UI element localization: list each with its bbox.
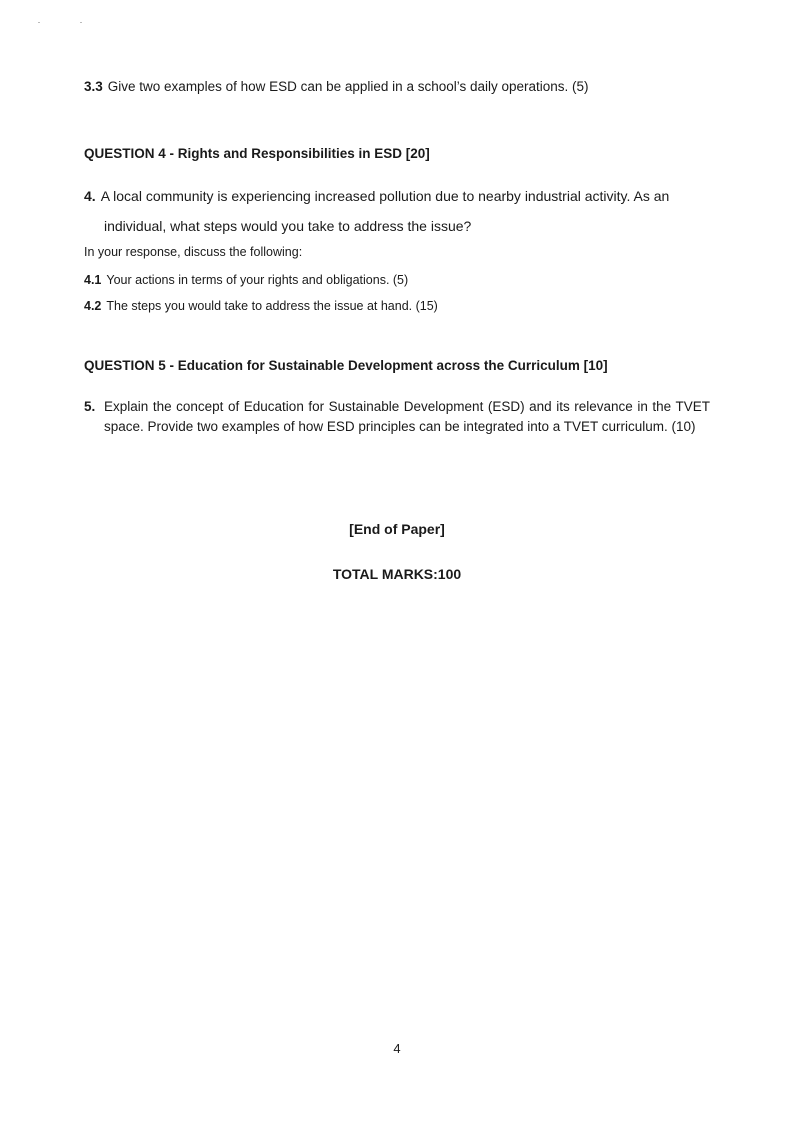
- question-4-heading: QUESTION 4 - Rights and Responsibilities in ESD [20]: [84, 146, 430, 161]
- question-3-3: [84, 78, 589, 96]
- item-number: 4.: [84, 188, 96, 204]
- item-number: 5.: [84, 399, 96, 414]
- question-5-heading: QUESTION 5 - Education for Sustainable Development across the Curriculum [10]: [84, 358, 608, 373]
- item-number: 4.1: [84, 273, 102, 287]
- item-text: A local community is experiencing increased pollution due to nearby industrial activity. As an: [100, 188, 670, 204]
- question-4-2: [84, 297, 438, 315]
- item-text: Explain the concept of Education for Sustainable Development (ESD) and its relevance in the TVET space. Provide two examples of how ESD principles can be integrated into a TVET curriculum. (10): [104, 399, 710, 434]
- scan-speck: [80, 22, 82, 23]
- scan-speck: [38, 22, 40, 23]
- question-4-line-1: [84, 187, 669, 205]
- item-text: Give two examples of how ESD can be applied in a school’s daily operations. (5): [107, 79, 589, 94]
- page-number: 4: [393, 1041, 401, 1056]
- question-5: [84, 397, 710, 436]
- item-text: Your actions in terms of your rights and obligations. (5): [106, 273, 409, 287]
- item-text: The steps you would take to address the issue at hand. (15): [106, 299, 438, 313]
- total-marks: TOTAL MARKS:100: [332, 566, 462, 582]
- item-number: 4.2: [84, 299, 102, 313]
- question-4-1: [84, 271, 408, 289]
- question-4-instruction: In your response, discuss the following:: [84, 245, 303, 259]
- question-4-line-2: individual, what steps would you take to address the issue?: [104, 218, 472, 234]
- item-number: 3.3: [84, 79, 103, 94]
- end-of-paper: [End of Paper]: [349, 521, 445, 537]
